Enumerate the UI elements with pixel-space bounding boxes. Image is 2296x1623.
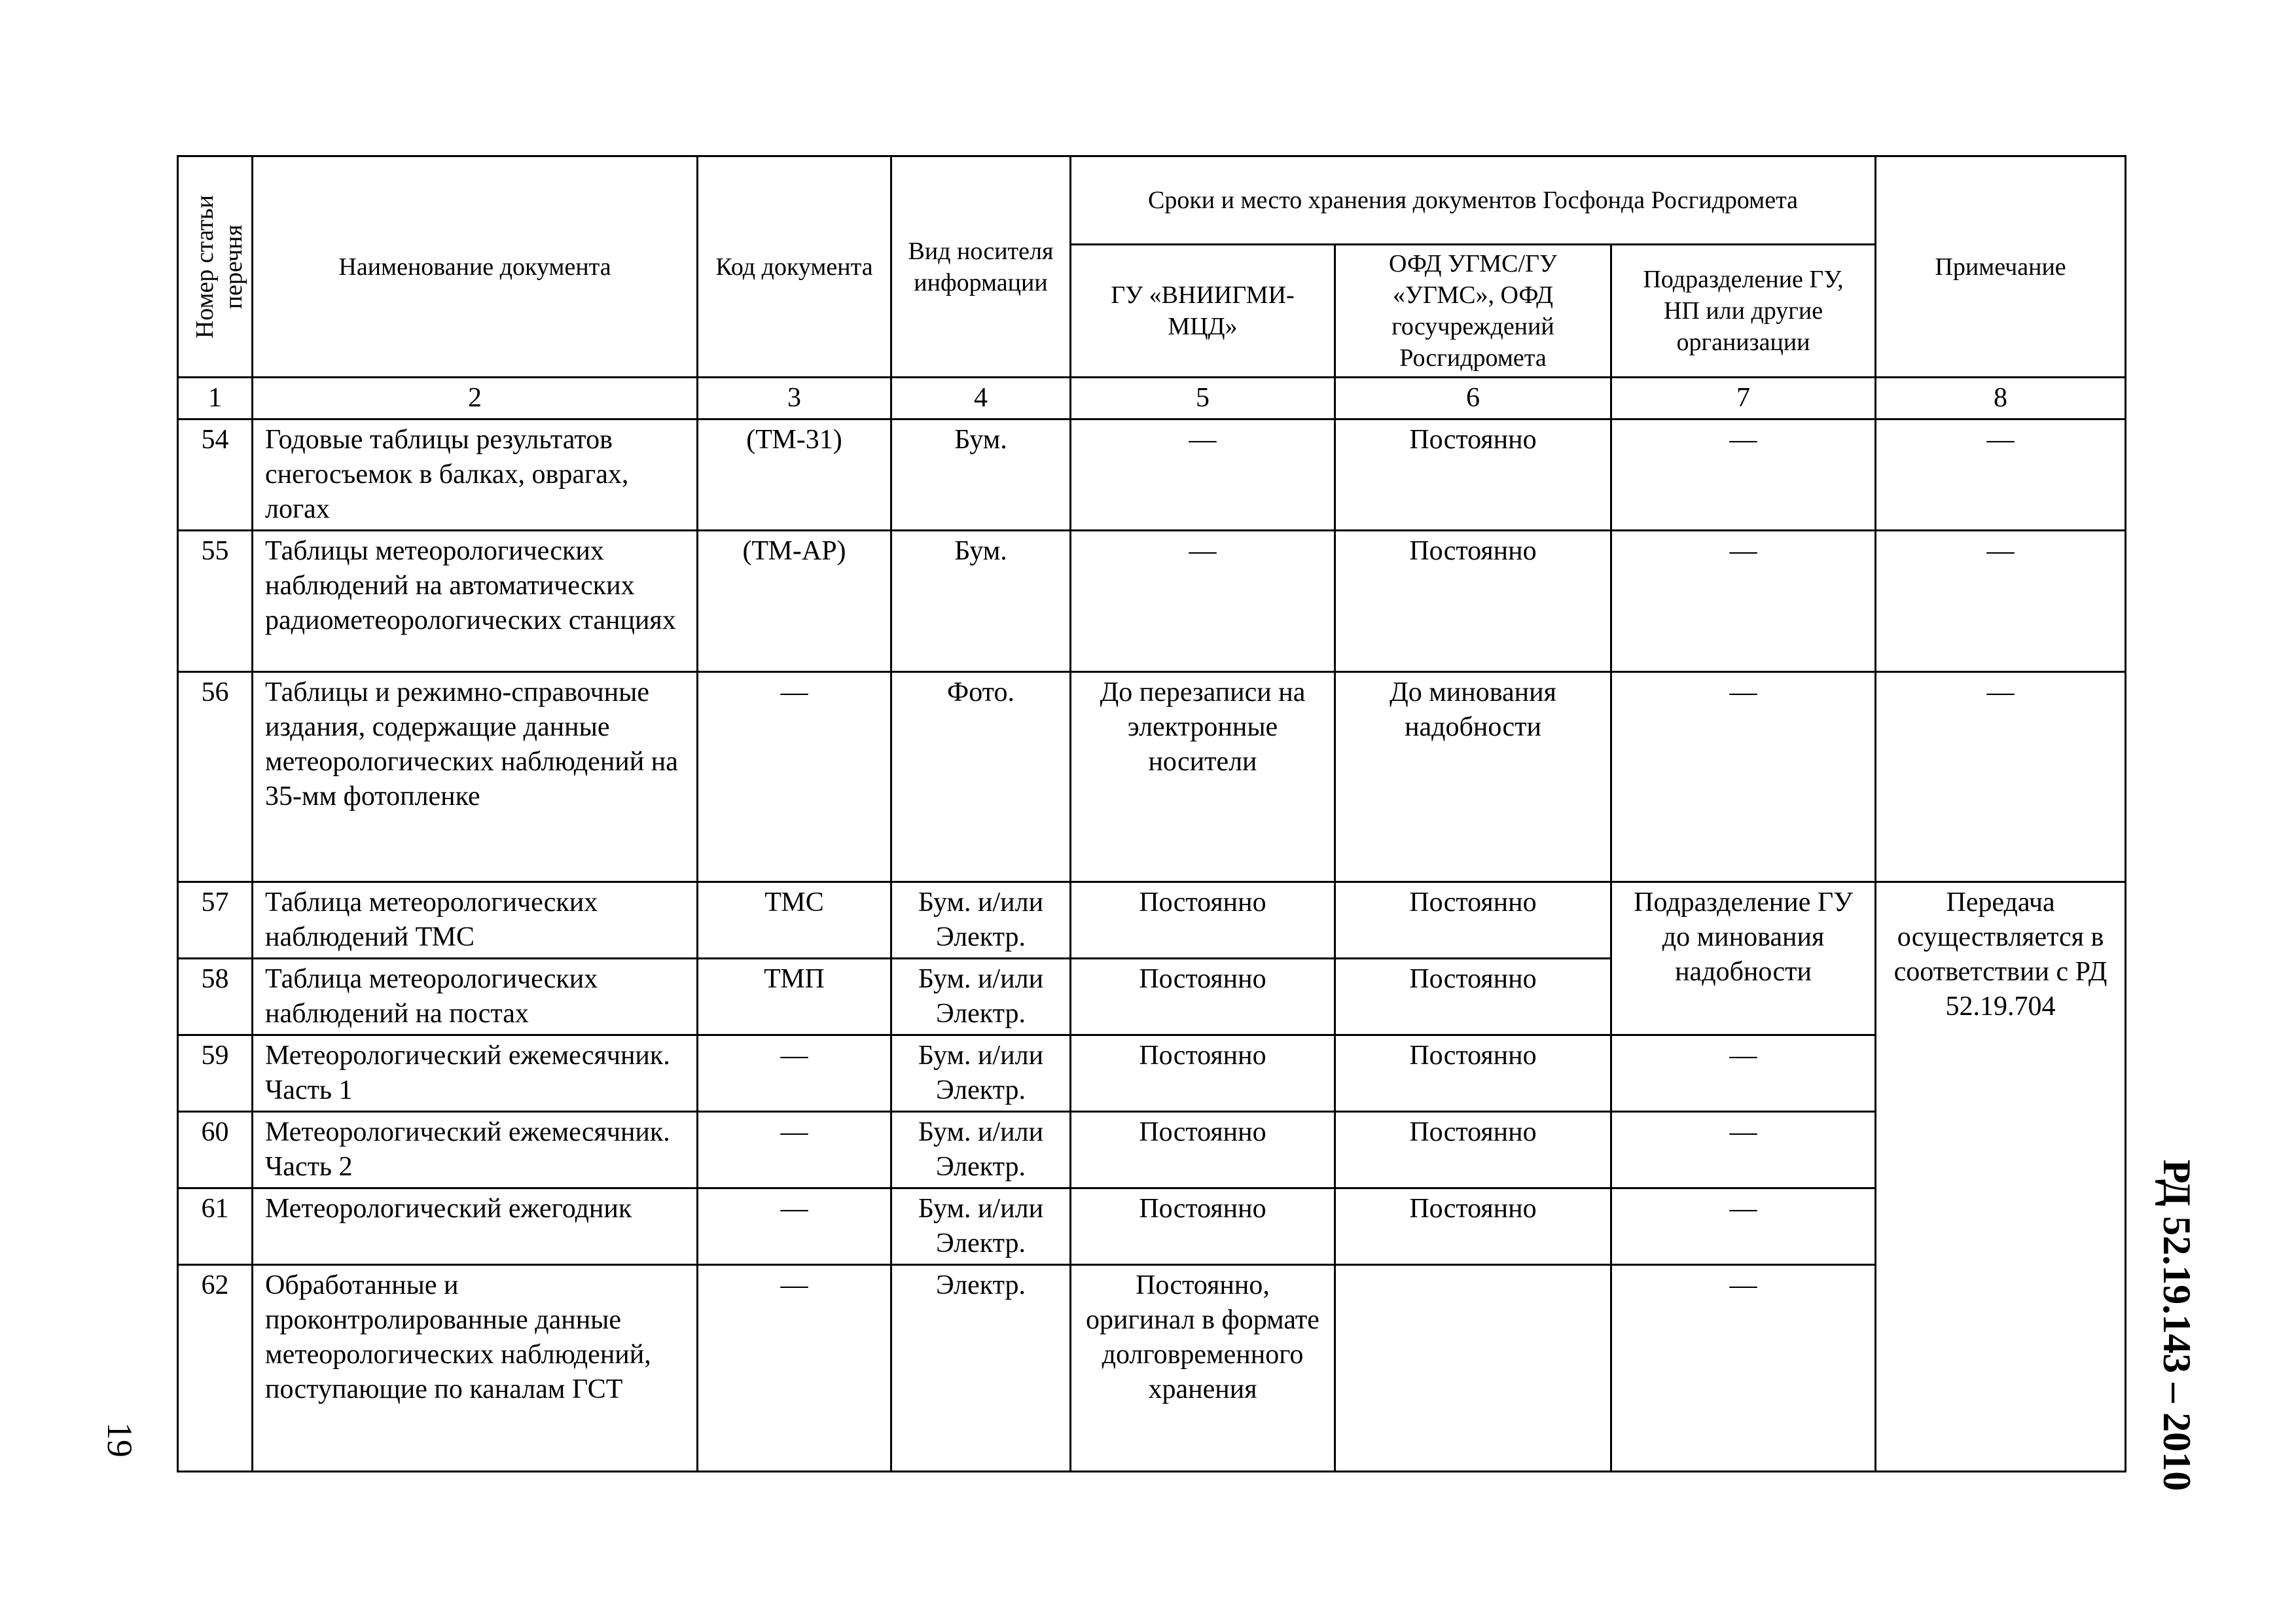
ofd-storage: Постоянно — [1335, 959, 1611, 1035]
document-name: Годовые таблицы результатов снегосъемок в балках, оврагах, логах — [253, 419, 698, 531]
ofd-storage: Постоянно — [1335, 882, 1611, 959]
row-number: 62 — [178, 1265, 253, 1472]
storage-periods-table — [177, 155, 2126, 1472]
ofd-storage: Постоянно — [1335, 1035, 1611, 1112]
page-number: 19 — [100, 1422, 139, 1457]
medium: Бум. и/или Электр. — [891, 1112, 1071, 1188]
header-storage-group: Сроки и место хранения документов Госфонда Росгидромета — [1071, 156, 1876, 245]
column-number: 3 — [698, 378, 891, 419]
header-medium: Вид носителя информации — [891, 156, 1071, 378]
document-name: Метеорологический ежемесячник. Часть 2 — [253, 1112, 698, 1188]
medium: Бум. — [891, 419, 1071, 531]
document-name: Таблица метеорологических наблюдений на постах — [253, 959, 698, 1035]
document-name: Таблица метеорологических наблюдений ТМС — [253, 882, 698, 959]
header-note: Примечание — [1876, 156, 2126, 378]
subdivision-storage: — — [1611, 1265, 1876, 1472]
subdivision-storage: — — [1611, 672, 1876, 882]
document-identifier: РД 52.19.143 – 2010 — [2155, 1159, 2198, 1491]
row-number: 55 — [178, 531, 253, 672]
column-number: 7 — [1611, 378, 1876, 419]
column-number-row — [178, 378, 2126, 419]
document-name: Метеорологический ежемесячник. Часть 1 — [253, 1035, 698, 1112]
vniigmi-storage: Постоянно — [1071, 1188, 1335, 1265]
document-name: Метеорологический ежегодник — [253, 1188, 698, 1265]
document-code: — — [698, 1035, 891, 1112]
table-row — [178, 419, 2126, 531]
document-code: — — [698, 672, 891, 882]
subdivision-storage: — — [1611, 1035, 1876, 1112]
document-code: — — [698, 1188, 891, 1265]
column-number: 8 — [1876, 378, 2126, 419]
ofd-storage: До минования надобности — [1335, 672, 1611, 882]
vniigmi-storage: — — [1071, 531, 1335, 672]
table-row — [178, 1112, 2126, 1188]
note: — — [1876, 531, 2126, 672]
row-number: 59 — [178, 1035, 253, 1112]
column-number: 1 — [178, 378, 253, 419]
vniigmi-storage: Постоянно, оригинал в формате долговременного хранения — [1071, 1265, 1335, 1472]
table-row — [178, 1035, 2126, 1112]
medium: Бум. — [891, 531, 1071, 672]
vniigmi-storage: Постоянно — [1071, 1112, 1335, 1188]
row-number: 60 — [178, 1112, 253, 1188]
document-code: ТМС — [698, 882, 891, 959]
ofd-storage: Постоянно — [1335, 531, 1611, 672]
document-code: — — [698, 1265, 891, 1472]
row-number: 56 — [178, 672, 253, 882]
header-article-number: Номер статьи перечня — [178, 156, 253, 378]
ofd-storage — [1335, 1265, 1611, 1472]
header-ofd: ОФД УГМС/ГУ «УГМС», ОФД госучреждений Росгидромета — [1335, 245, 1611, 378]
row-number: 57 — [178, 882, 253, 959]
document-name: Обработанные и проконтролированные данные метеорологических наблюдений, поступающие по каналам ГСТ — [253, 1265, 698, 1472]
subdivision-storage: — — [1611, 1188, 1876, 1265]
column-number: 5 — [1071, 378, 1335, 419]
document-code: — — [698, 1112, 891, 1188]
row-number: 61 — [178, 1188, 253, 1265]
note: — — [1876, 419, 2126, 531]
table-row — [178, 1265, 2126, 1472]
row-number: 54 — [178, 419, 253, 531]
document-code: ТМП — [698, 959, 891, 1035]
vniigmi-storage: Постоянно — [1071, 1035, 1335, 1112]
subdivision-storage: — — [1611, 531, 1876, 672]
note: — — [1876, 672, 2126, 882]
header-subdivision: Подразделение ГУ, НП или другие организации — [1611, 245, 1876, 378]
header-vniigmi: ГУ «ВНИИГМИ-МЦД» — [1071, 245, 1335, 378]
document-code: (ТМ-АР) — [698, 531, 891, 672]
vniigmi-storage: До перезаписи на электронные носители — [1071, 672, 1335, 882]
medium: Бум. и/или Электр. — [891, 882, 1071, 959]
row-number: 58 — [178, 959, 253, 1035]
table-row — [178, 531, 2126, 672]
vniigmi-storage: — — [1071, 419, 1335, 531]
header-document-name: Наименование документа — [253, 156, 698, 378]
column-number: 2 — [253, 378, 698, 419]
ofd-storage: Постоянно — [1335, 1112, 1611, 1188]
ofd-storage: Постоянно — [1335, 419, 1611, 531]
vniigmi-storage: Постоянно — [1071, 882, 1335, 959]
subdivision-storage-merged: Подразделение ГУ до минования надобности — [1611, 882, 1876, 1035]
subdivision-storage: — — [1611, 419, 1876, 531]
document-code: (ТМ-31) — [698, 419, 891, 531]
table-row — [178, 1188, 2126, 1265]
document-name: Таблицы метеорологических наблюдений на автоматических радиометеорологических станциях — [253, 531, 698, 672]
medium: Электр. — [891, 1265, 1071, 1472]
table-row — [178, 882, 2126, 959]
medium: Фото. — [891, 672, 1071, 882]
ofd-storage: Постоянно — [1335, 1188, 1611, 1265]
column-number: 4 — [891, 378, 1071, 419]
note-merged: Передача осуществляется в соответствии с РД 52.19.704 — [1876, 882, 2126, 1472]
column-number: 6 — [1335, 378, 1611, 419]
medium: Бум. и/или Электр. — [891, 1035, 1071, 1112]
subdivision-storage: — — [1611, 1112, 1876, 1188]
document-name: Таблицы и режимно-справочные издания, содержащие данные метеорологических наблюдений на 35-мм фотопленке — [253, 672, 698, 882]
medium: Бум. и/или Электр. — [891, 1188, 1071, 1265]
header-document-code: Код документа — [698, 156, 891, 378]
medium: Бум. и/или Электр. — [891, 959, 1071, 1035]
table-row — [178, 672, 2126, 882]
vniigmi-storage: Постоянно — [1071, 959, 1335, 1035]
